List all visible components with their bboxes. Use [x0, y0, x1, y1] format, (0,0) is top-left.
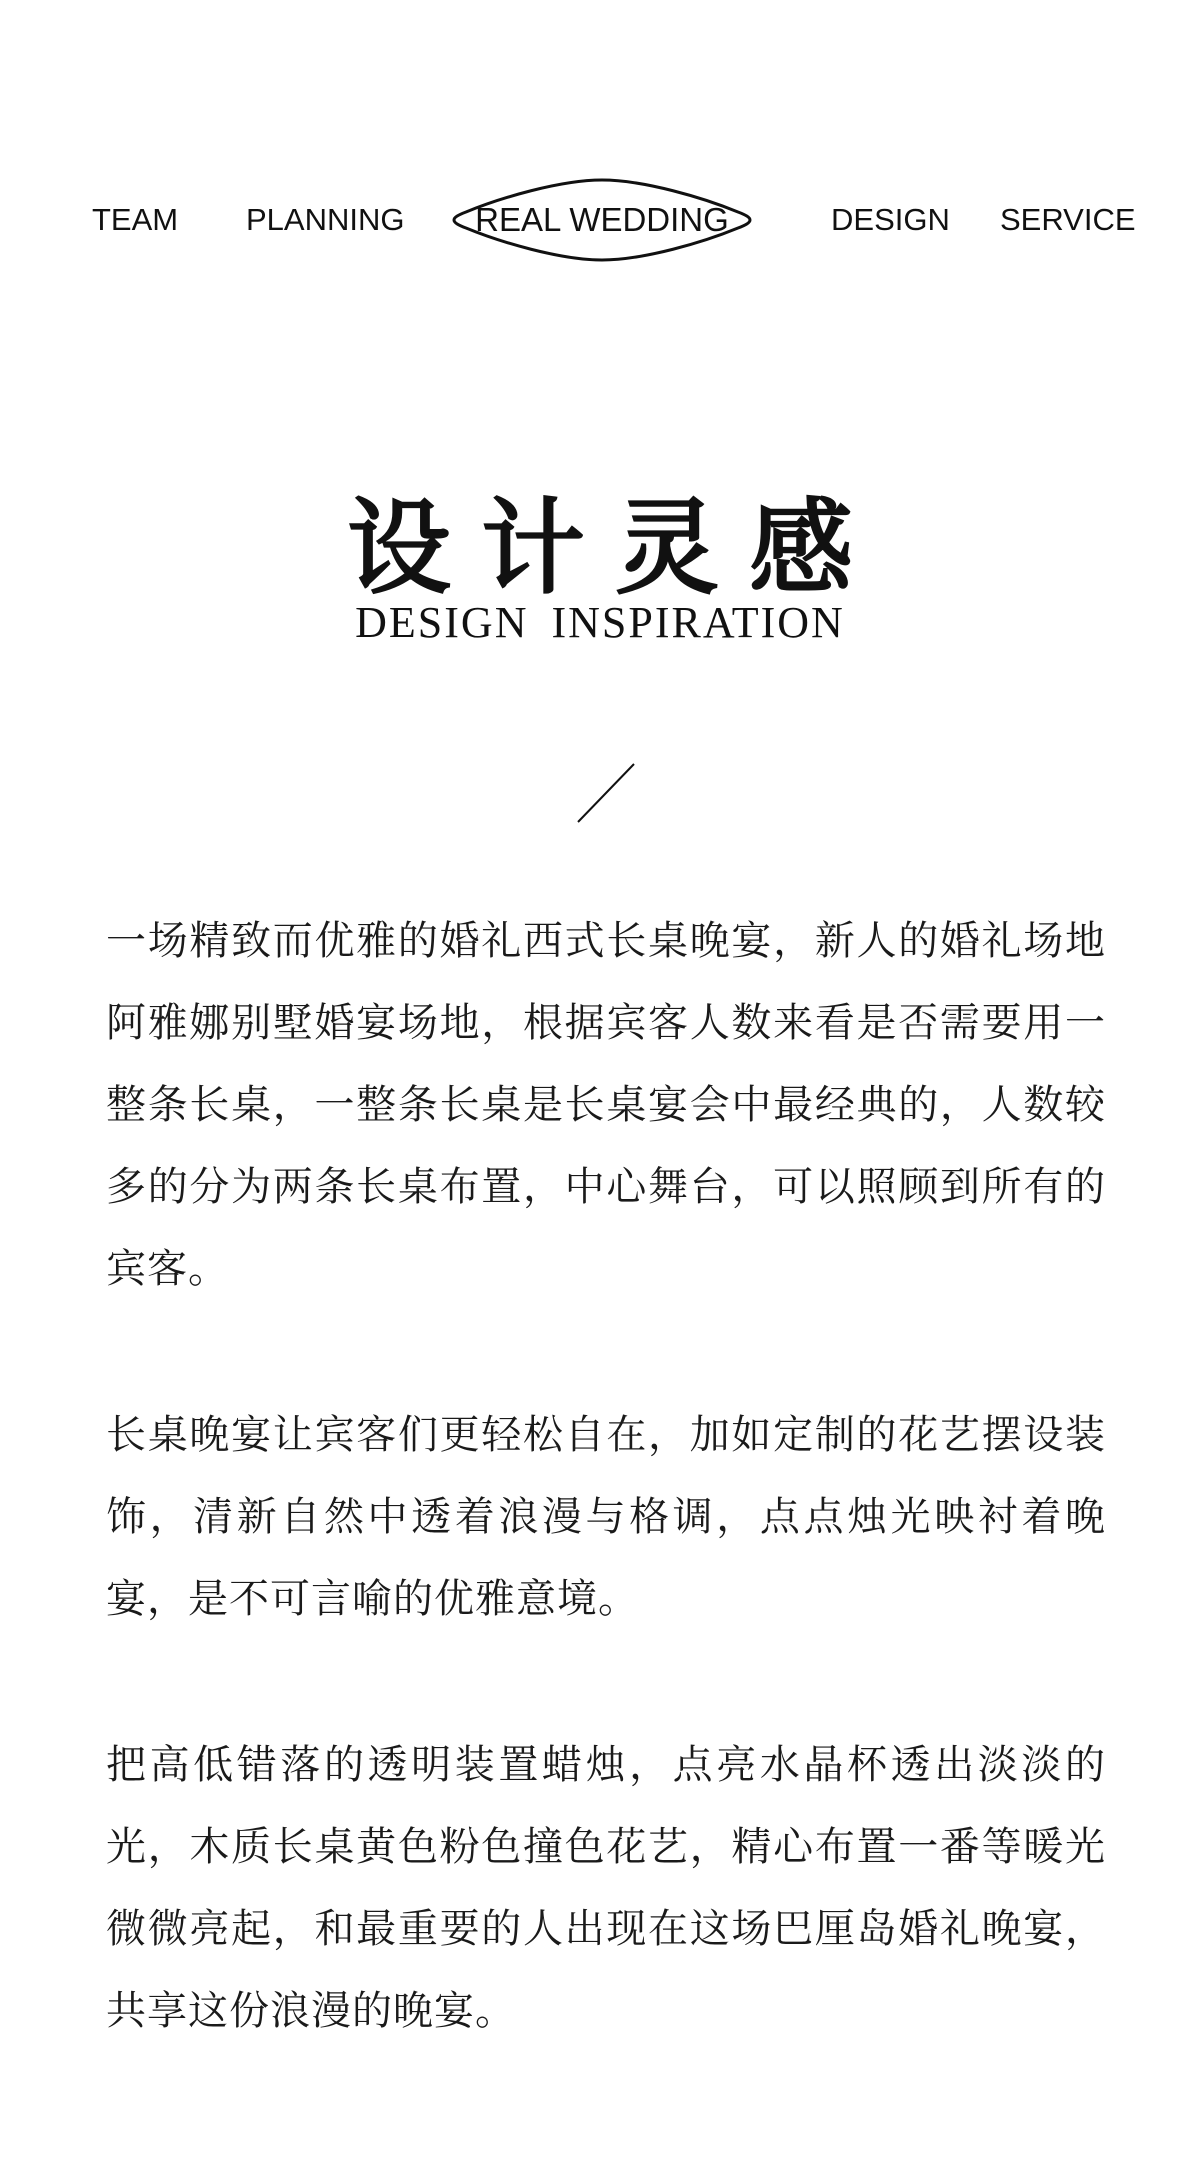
slash-divider-icon: [576, 762, 636, 824]
nav-real-wedding[interactable]: [448, 174, 756, 266]
section-subtitle: DESIGN INSPIRATION: [355, 598, 845, 647]
nav-team[interactable]: TEAM: [92, 202, 179, 237]
paragraph-2: 长桌晚宴让宾客们更轻松自在，加如定制的花艺摆设装饰，清新自然中透着浪漫与格调，点点烛光映衬着晚宴，是不可言喻的优雅意境。: [106, 1412, 1106, 1622]
paragraph-3: 把高低错落的透明装置蜡烛，点亮水晶杯透出淡淡的光，木质长桌黄色粉色撞色花艺，精心布置一番等暖光微微亮起，和最重要的人出现在这场巴厘岛婚礼晚宴，共享这份浪漫的晚宴。: [106, 1742, 1106, 2034]
nav-design[interactable]: DESIGN: [831, 202, 950, 237]
section-title: 设计灵感: [346, 486, 883, 609]
nav-service[interactable]: SERVICE: [1000, 202, 1136, 237]
top-nav: [0, 170, 1200, 270]
nav-planning[interactable]: PLANNING: [246, 202, 405, 237]
article-body: [106, 900, 1106, 2052]
nav-real-wedding-label: REAL WEDDING: [475, 201, 729, 238]
paragraph-1: 一场精致而优雅的婚礼西式长桌晚宴，新人的婚礼场地阿雅娜别墅婚宴场地，根据宾客人数来看是否需要用一整条长桌，一整条长桌是长桌宴会中最经典的，人数较多的分为两条长桌布置，中心舞台，可以照顾到所有的宾客。: [106, 918, 1106, 1292]
